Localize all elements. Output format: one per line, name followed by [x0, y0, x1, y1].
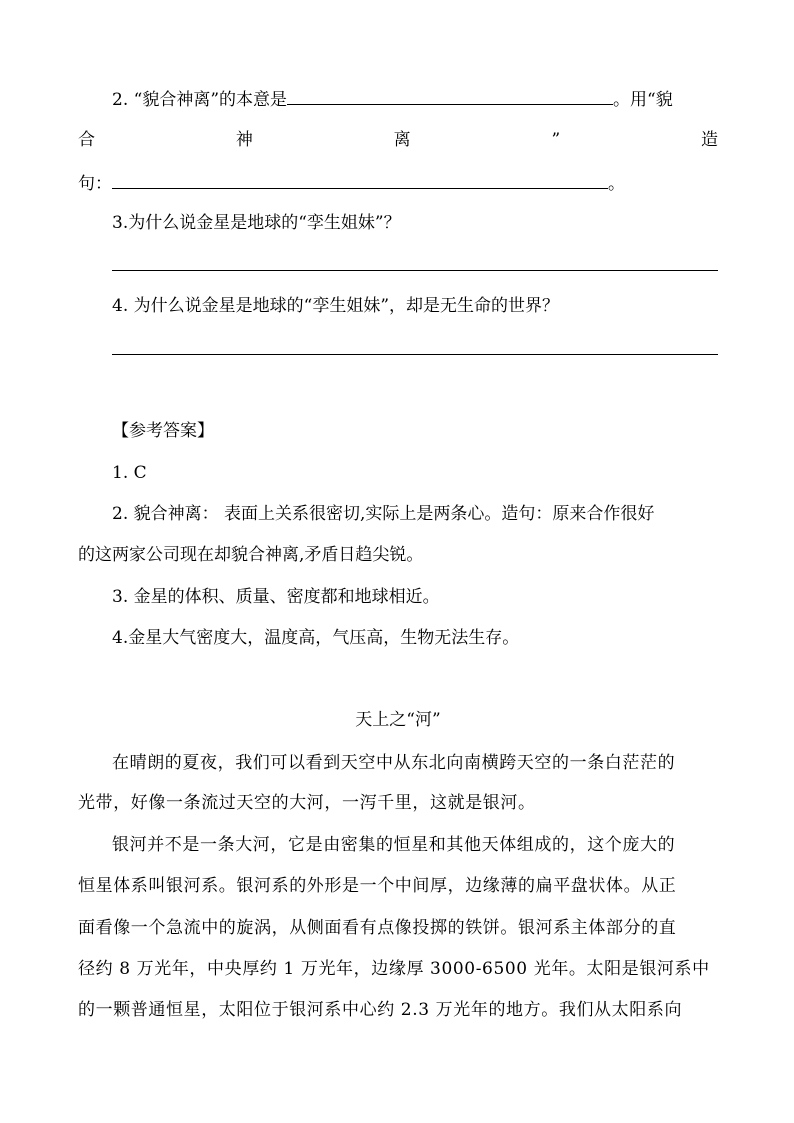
question-2-char: 离 — [393, 130, 411, 150]
question-2-char: 造 — [700, 130, 718, 150]
question-3-answer-line[interactable] — [112, 270, 718, 271]
answer-2-line-2: 的这两家公司现在却貌合神离,矛盾日趋尖锐。 — [78, 545, 424, 565]
answer-3: 3. 金星的体积、质量、密度都和地球相近。 — [112, 587, 440, 607]
question-4: 4. 为什么说金星是地球的“孪生姐妹”，却是无生命的世界？ — [112, 296, 560, 316]
question-2-sentence-end: 。 — [608, 174, 625, 194]
question-2-char: ” — [551, 130, 561, 150]
question-2-sentence-label: 句： — [78, 174, 112, 194]
question-3: 3.为什么说金星是地球的“孪生姐妹”？ — [112, 213, 401, 233]
question-2-answer-blank[interactable] — [287, 86, 613, 105]
article-paragraph-1-line: 光带，好像一条流过天空的大河，一泻千里，这就是银河。 — [78, 793, 536, 813]
question-2-char: 神 — [235, 130, 253, 150]
article-paragraph-2-line: 的一颗普通恒星，太阳位于银河系中心约 2.3 万光年的地方。我们从太阳系向 — [78, 1000, 683, 1020]
question-2-prefix: 2. “貌合神离”的本意是 — [112, 90, 288, 110]
question-2-line-2 — [78, 128, 718, 152]
article-paragraph-2-line: 恒星体系叫银河系。银河系的外形是一个中间厚，边缘薄的扁平盘状体。从正 — [78, 876, 677, 896]
answer-4: 4.金星大气密度大，温度高，气压高，生物无法生存。 — [112, 628, 520, 648]
question-2-suffix: 。用“貌 — [613, 90, 673, 110]
article-title: 天上之“河” — [355, 710, 441, 730]
question-2-line-3 — [78, 170, 718, 196]
answer-1: 1. C — [112, 463, 147, 483]
question-2-sentence-blank[interactable] — [112, 170, 608, 189]
article-paragraph-1-line: 在晴朗的夏夜，我们可以看到天空中从东北向南横跨天空的一条白茫茫的 — [112, 753, 676, 773]
question-2-line-1 — [78, 86, 752, 112]
answer-2-line-1: 2. 貌合神离： 表面上关系很密切,实际上是两条心。造句：原来合作很好 — [112, 504, 655, 524]
article-paragraph-2-line: 径约 8 万光年，中央厚约 1 万光年，边缘厚 3000-6500 光年。太阳是银河系中 — [78, 959, 710, 979]
article-paragraph-2-line: 银河并不是一条大河，它是由密集的恒星和其他天体组成的，这个庞大的 — [112, 835, 676, 855]
question-4-answer-line[interactable] — [112, 354, 718, 355]
article-paragraph-2-line: 面看像一个急流中的旋涡，从侧面看有点像投掷的铁饼。银河系主体部分的直 — [78, 918, 677, 938]
answers-heading: 【参考答案】 — [112, 421, 214, 441]
question-2-char: 合 — [78, 130, 95, 150]
